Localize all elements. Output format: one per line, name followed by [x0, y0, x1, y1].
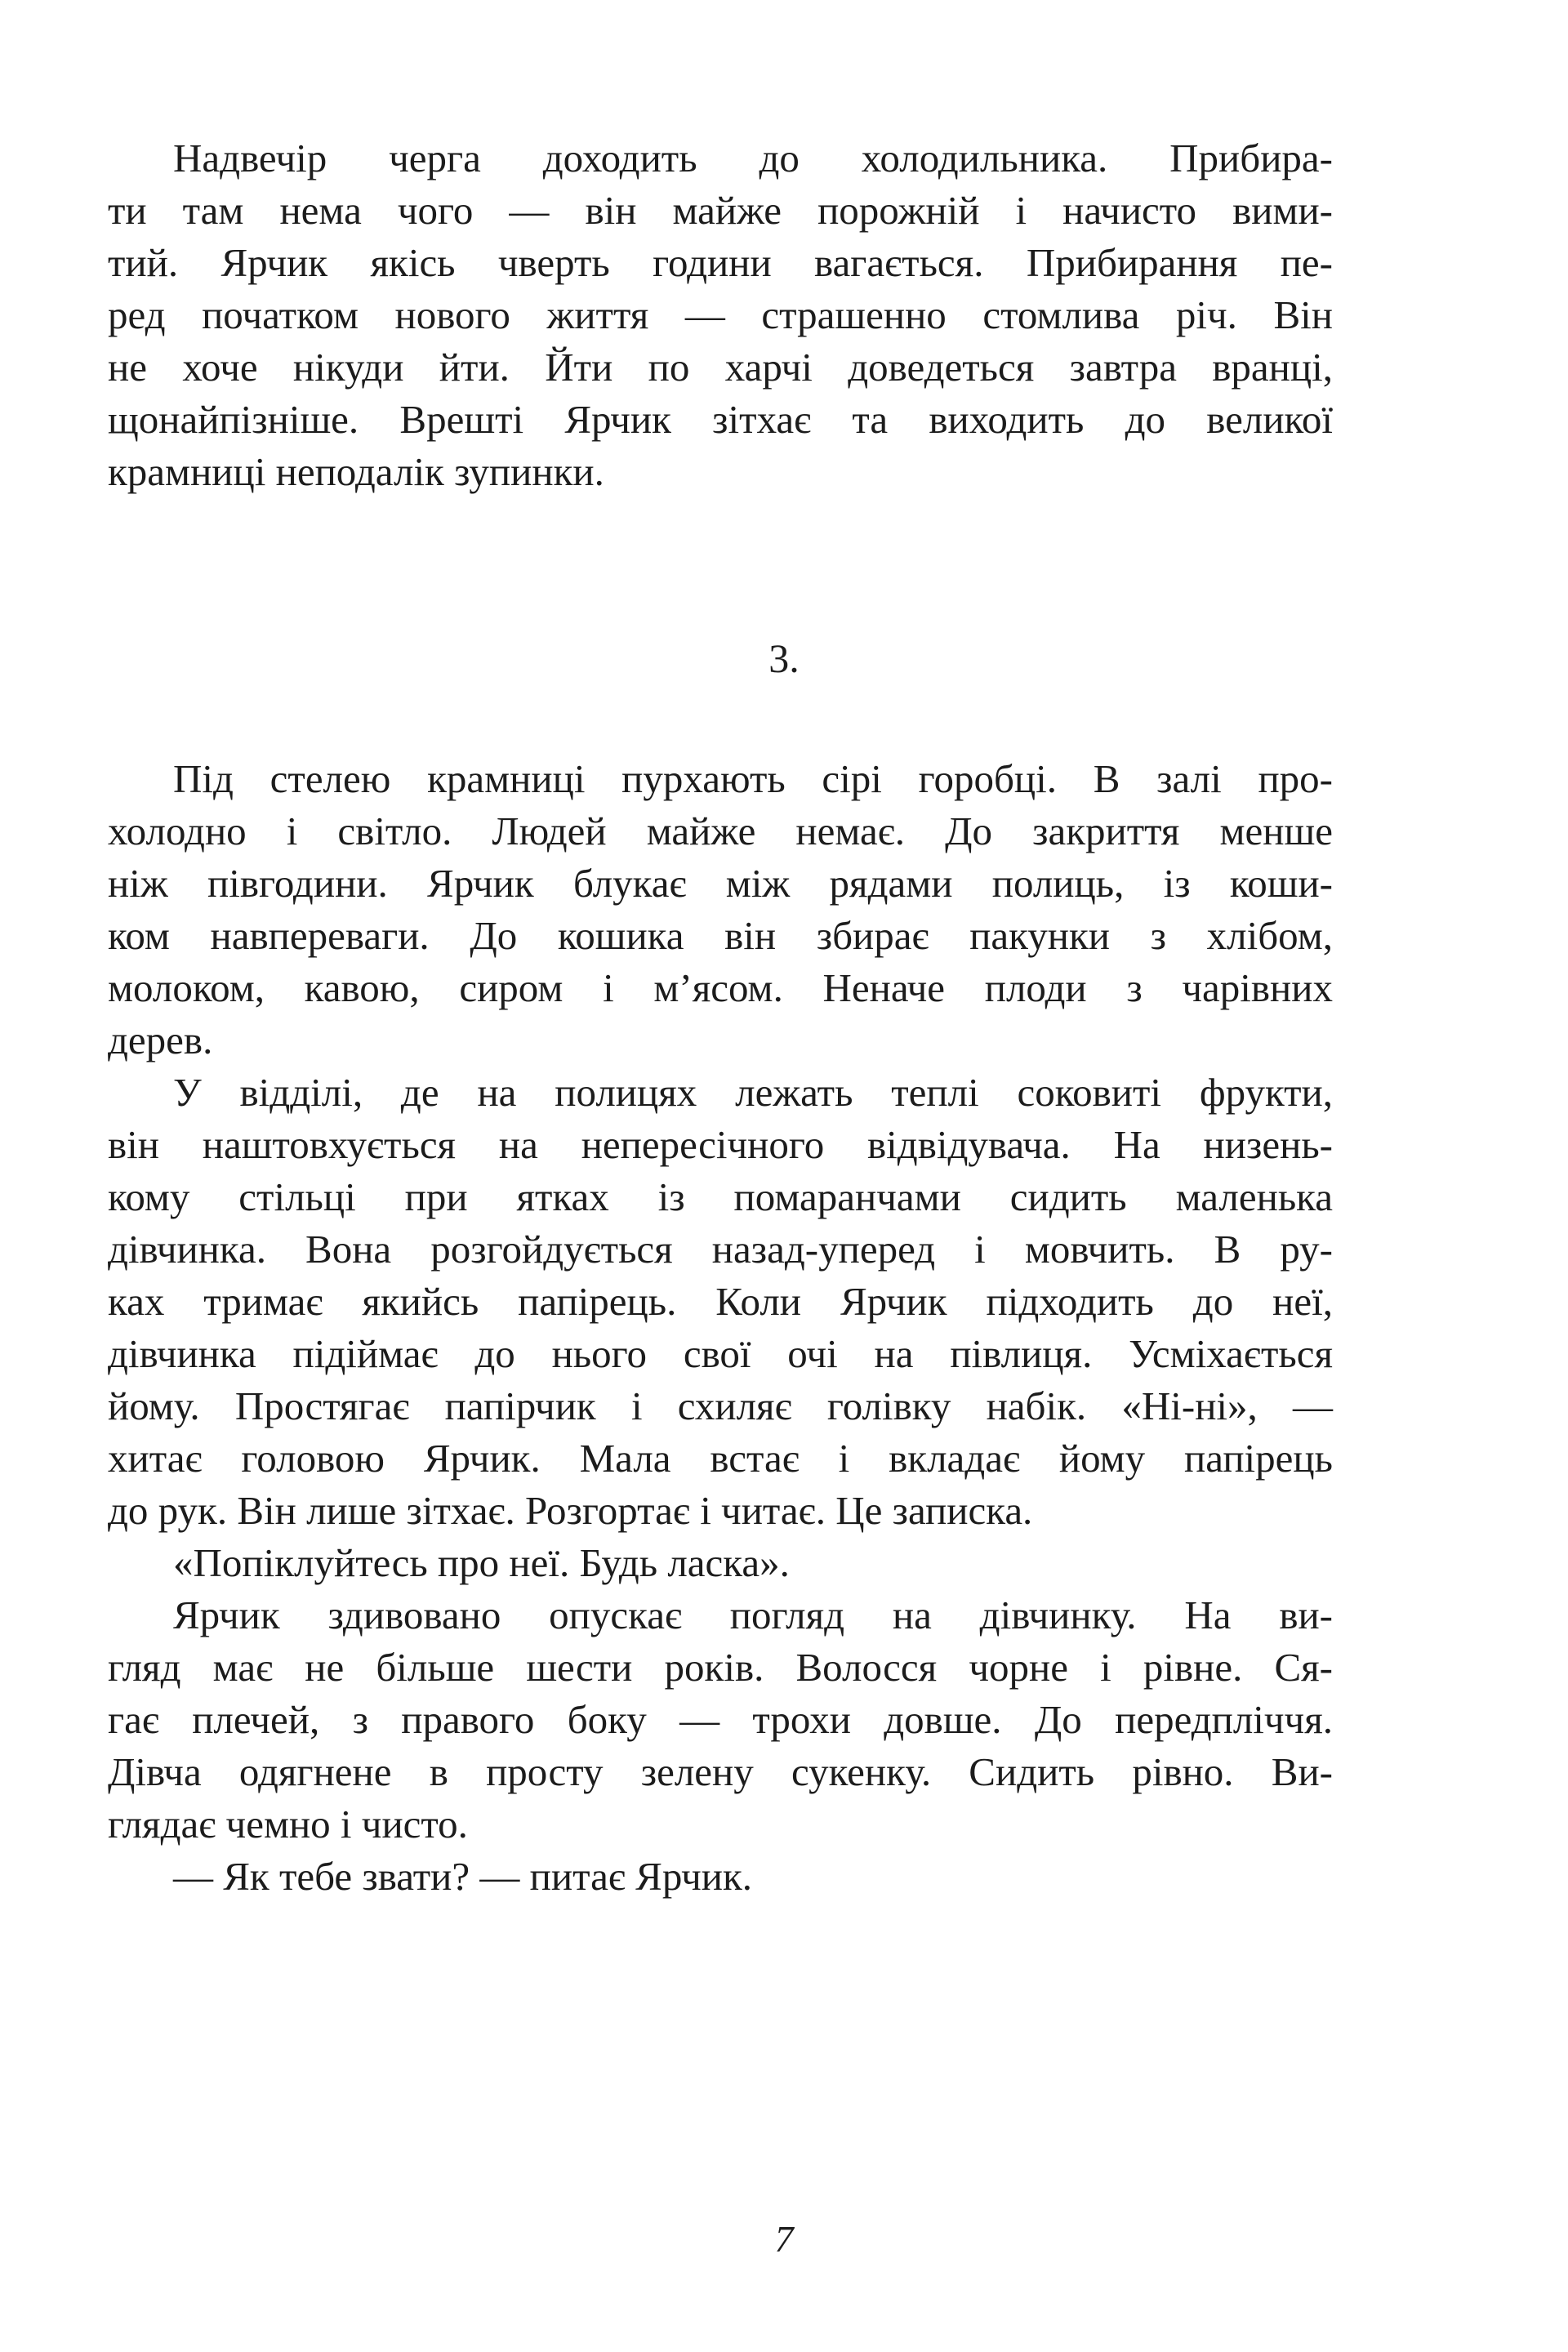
text-line: не хоче нікуди йти. Йти по харчі доведеться завтра вранці,: [108, 345, 1333, 390]
text-line: дерев.: [108, 1018, 213, 1062]
text-line: ред початком нового життя — страшенно стомлива річ. Він: [108, 292, 1333, 337]
text-line: Дівча одягнене в просту зелену сукенку. Сидить рівно. Ви-: [108, 1749, 1333, 1794]
text-line: У відділі, де на полицях лежать теплі соковиті фрукти,: [173, 1070, 1333, 1115]
text-line: ніж півгодини. Ярчик блукає між рядами полиць, із коши-: [108, 861, 1333, 906]
text-line: — Як тебе звати? — питає Ярчик.: [173, 1854, 753, 1899]
text-line: він наштовхується на непересічного відвідувача. На низень-: [108, 1122, 1333, 1167]
text-line: гляд має не більше шести років. Волосся чорне і рівне. Ся-: [108, 1645, 1333, 1690]
text-line: кому стільці при ятках із помаранчами сидить маленька: [108, 1174, 1333, 1219]
text-line: ках тримає якийсь папірець. Коли Ярчик підходить до неї,: [108, 1279, 1333, 1324]
chapter-heading: 3.: [768, 635, 800, 681]
text-line: тий. Ярчик якісь чверть години вагається. Прибирання пе-: [108, 240, 1333, 285]
text-line: гає плечей, з правого боку — трохи довше. До передпліччя.: [108, 1697, 1333, 1742]
text-line: Ярчик здивовано опускає погляд на дівчинку. На ви-: [173, 1592, 1333, 1637]
text-line: крамниці неподалік зупинки.: [108, 449, 604, 494]
text-line: молоком, кавою, сиром і м’ясом. Неначе плоди з чарівних: [108, 965, 1333, 1010]
text-line: ком навпереваги. До кошика він збирає пакунки з хлібом,: [108, 913, 1333, 958]
page-number: 7: [774, 2218, 794, 2260]
text-line: дівчинка. Вона розгойдується назад-уперед і мовчить. В ру-: [108, 1227, 1333, 1272]
text-line: до рук. Він лише зітхає. Розгортає і читає. Це записка.: [108, 1488, 1033, 1533]
text-line: «Попіклуйтесь про неї. Будь ласка».: [173, 1540, 790, 1585]
text-line: холодно і світло. Людей майже немає. До закриття менше: [108, 808, 1333, 853]
text-line: Під стелею крамниці пурхають сірі горобці. В залі про-: [173, 756, 1333, 801]
text-line: ти там нема чого — він майже порожній і начисто вими-: [108, 188, 1333, 233]
chapter-body: [108, 753, 1333, 1903]
text-line: щонайпізніше. Врешті Ярчик зітхає та виходить до великої: [108, 397, 1333, 442]
text-line: глядає чемно і чисто.: [108, 1802, 468, 1846]
text-line: хитає головою Ярчик. Мала встає і вкладає йому папірець: [108, 1436, 1333, 1481]
text-line: йому. Простягає папірчик і схиляє голівку набік. «Ні-ні», —: [108, 1383, 1333, 1428]
text-line: Надвечір черга доходить до холодильника. Прибира-: [173, 136, 1333, 180]
paragraph-fridge: [108, 132, 1333, 498]
text-line: дівчинка підіймає до нього свої очі на півлиця. Усміхається: [108, 1331, 1333, 1376]
